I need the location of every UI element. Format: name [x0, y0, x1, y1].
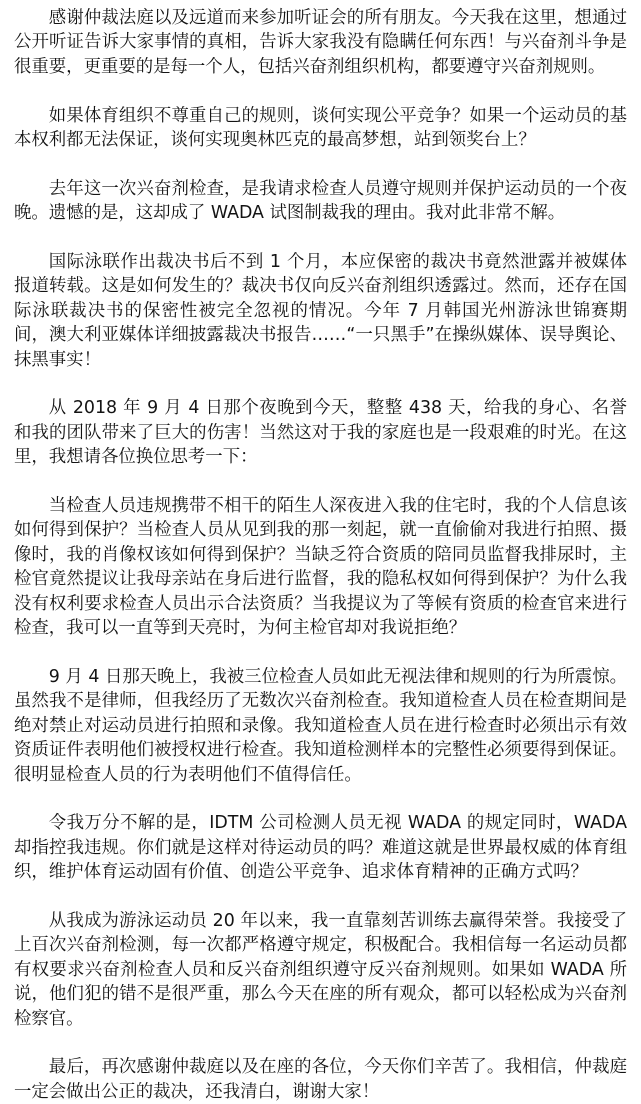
paragraph-10: 最后，再次感谢仲裁庭以及在座的各位，今天你们辛苦了。我相信，仲裁庭一定会做出公正的裁决，还我清白，谢谢大家！: [14, 1057, 627, 1102]
paragraph-2: 如果体育组织不尊重自己的规则，谈何实现公平竞争？如果一个运动员的基本权利都无法保证，谈何实现奥林匹克的最高梦想，站到领奖台上？: [14, 105, 627, 151]
paragraph-9: 从我成为游泳运动员 20 年以来，我一直靠刻苦训练去赢得荣誉。我接受了上百次兴奋剂检测，每一次都严格遵守规定，积极配合。我相信每一名运动员都有权要求兴奋剂检查人员和反兴奋剂组织遵守反兴奋剂规则。如果如 WADA 所说，他们犯的错不是很严重，那么今天在座的所有观众，都可以轻松成为兴奋剂检察官。: [14, 910, 627, 1029]
paragraph-1: 感谢仲裁法庭以及远道而来参加听证会的所有朋友。今天我在这里，想通过公开听证告诉大家事情的真相，告诉大家我没有隐瞒任何东西！与兴奋剂斗争是很重要，更重要的是每一个人，包括兴奋剂组织机构，都要遵守兴奋剂规则。: [14, 8, 627, 77]
paragraph-4: 国际泳联作出裁决书后不到 1 个月，本应保密的裁决书竟然泄露并被媒体报道转载。这是如何发生的？裁决书仅向反兴奋剂组织透露过。然而，还存在国际泳联裁决书的保密性被完全忽视的情况。今年 7 月韩国光州游泳世锦赛期间，澳大利亚媒体详细披露裁决书报告……“一只黑手”在操纵媒体、误导舆论、抹黑事实！: [14, 252, 627, 370]
paragraph-6: 当检查人员违规携带不相干的陌生人深夜进入我的住宅时，我的个人信息该如何得到保护？当检查人员从见到我的那一刻起，就一直偷偷对我进行拍照、摄像时，我的肖像权该如何得到保护？当缺乏符合资质的陪同员监督我排尿时，主检官竟然提议让我母亲站在身后进行监督，我的隐私权如何得到保护？为什么我没有权利要求检查人员出示合法资质？当我提议为了等候有资质的检查官来进行检查，我可以一直等到天亮时，为何主检官却对我说拒绝？: [14, 496, 627, 639]
paragraph-8: 令我万分不解的是，IDTM 公司检测人员无视 WADA 的规定同时，WADA 却指控我违规。你们就是这样对待运动员的吗？难道这就是世界最权威的体育组织，维护体育运动固有价值、创造公平竞争、追求体育精神的正确方式吗？: [14, 813, 627, 883]
paragraph-5: 从 2018 年 9 月 4 日那个夜晚到今天，整整 438 天，给我的身心、名誉和我的团队带来了巨大的伤害！当然这对于我的家庭也是一段艰难的时光。在这里，我想请各位换位思考一下：: [14, 398, 627, 468]
paragraph-7: 9 月 4 日那天晚上，我被三位检查人员如此无视法律和规则的行为所震惊。虽然我不是律师，但我经历了无数次兴奋剂检查。我知道检查人员在检查期间是绝对禁止对运动员进行拍照和录像。我知道检查人员在进行检查时必须出示有效资质证件表明他们被授权进行检查。我知道检测样本的完整性必须要得到保证。很明显检查人员的行为表明他们不值得信任。: [14, 666, 627, 785]
paragraph-3: 去年这一次兴奋剂检查，是我请求检查人员遵守规则并保护运动员的一个夜晚。遗憾的是，这却成了 WADA 试图制裁我的理由。我对此非常不解。: [14, 178, 627, 224]
